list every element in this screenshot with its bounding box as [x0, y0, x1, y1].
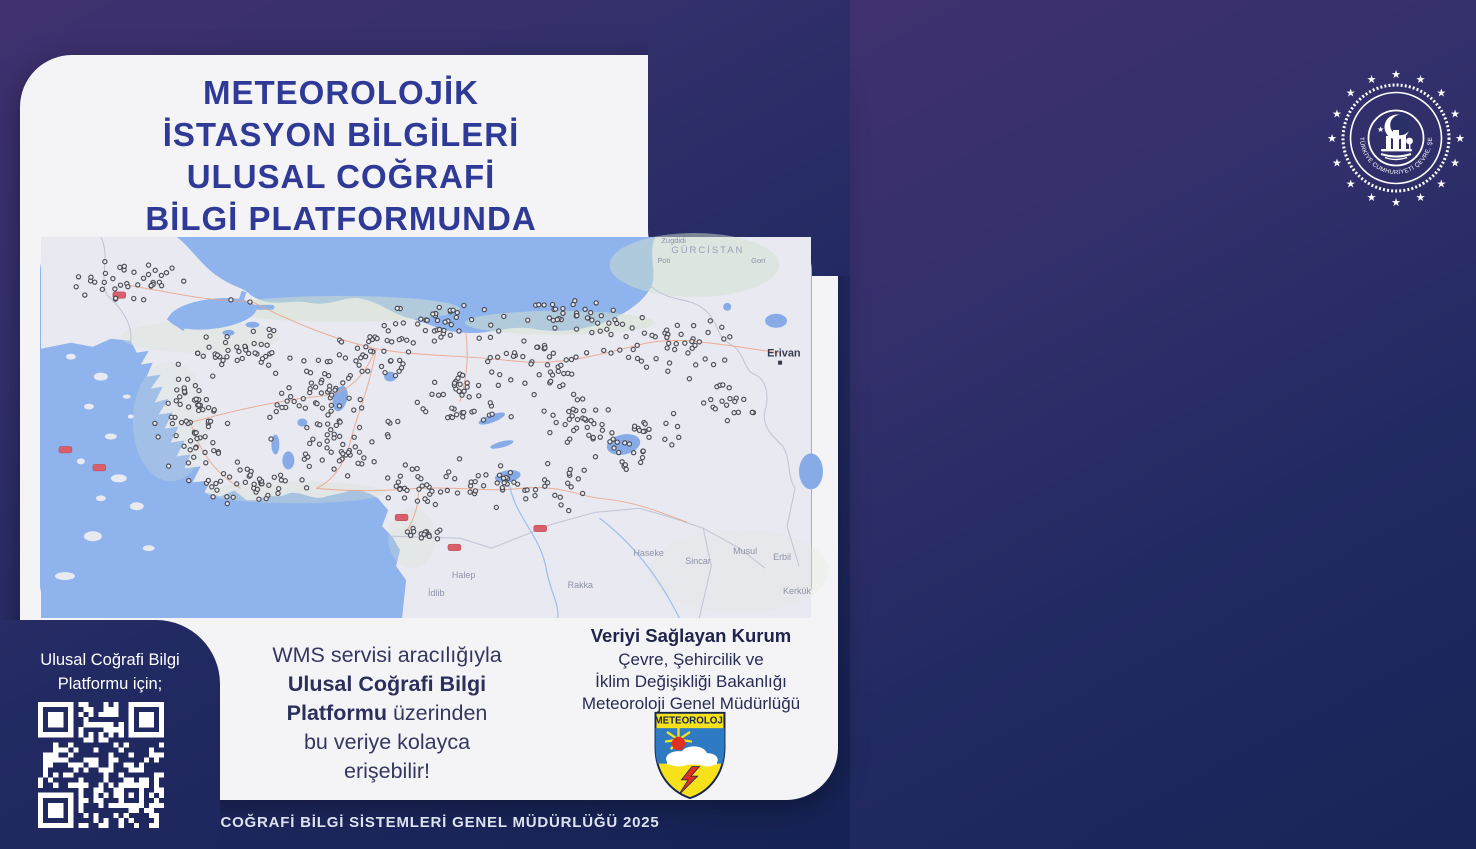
emblem-ring-text: TÜRKİYE CUMHURİYETİ ÇEVRE, ŞE	[1357, 136, 1435, 177]
label-gori: Gori	[751, 255, 766, 265]
map-frame	[40, 237, 812, 618]
svg-text:★: ★	[1391, 197, 1401, 209]
wms-line3-bold: Platformu	[286, 701, 387, 725]
footer-text: COĞRAFİ BİLGİ SİSTEMLERİ GENEL MÜDÜRLÜĞÜ 2025	[220, 814, 660, 831]
svg-text:★: ★	[1377, 125, 1385, 134]
wms-line4: bu veriye kolayca	[303, 730, 471, 754]
svg-text:★: ★	[1415, 192, 1426, 205]
svg-text:★: ★	[1331, 108, 1342, 121]
svg-text:★: ★	[1366, 73, 1377, 86]
poster-title	[58, 72, 624, 240]
yerevan-marker	[778, 361, 782, 365]
svg-text:★: ★	[1345, 87, 1356, 100]
label-georgia: GÜRCİSTAN	[671, 244, 745, 256]
provider-block	[545, 625, 837, 715]
label-idlib: İdlib	[427, 588, 445, 599]
title-line: METEOROLOJİK	[202, 74, 480, 111]
label-rakka: Rakka	[567, 580, 594, 591]
svg-text:★: ★	[1436, 178, 1447, 191]
provider-line: Meteoroloji Genel Müdürlüğü	[581, 694, 801, 713]
provider-line: Çevre, Şehircilik ve	[618, 650, 764, 669]
label-kerkuk: Kerkük	[783, 586, 811, 597]
title-line: İSTASYON BİLGİLERİ	[162, 116, 520, 153]
title-line: ULUSAL COĞRAFİ	[186, 158, 496, 195]
label-zugdidi: Zugdidi	[661, 235, 686, 245]
svg-text:★: ★	[1366, 192, 1377, 205]
svg-text:★: ★	[1345, 178, 1356, 191]
label-halep: Halep	[451, 570, 476, 581]
svg-text:★: ★	[1327, 133, 1337, 145]
provider-heading: Veriyi Sağlayan Kurum	[590, 625, 792, 646]
turkey-stations-map	[40, 237, 812, 618]
qr-code	[38, 702, 164, 828]
svg-text:★: ★	[1455, 133, 1465, 145]
label-sincar: Sincar	[685, 556, 711, 567]
svg-text:★: ★	[1450, 108, 1461, 121]
label-erbil: Erbil	[773, 552, 792, 563]
wms-line2: Ulusal Coğrafi Bilgi	[287, 672, 487, 696]
wms-line3-rest: üzerinden	[386, 701, 488, 725]
svg-text:★: ★	[1391, 69, 1401, 81]
svg-text:★: ★	[1331, 157, 1342, 170]
qr-label	[8, 648, 212, 696]
wms-line5: erişebilir!	[343, 759, 431, 783]
wms-line1: WMS servisi aracılığıyla	[272, 643, 502, 667]
met-logo-text: METEOROLOJİ	[654, 715, 726, 727]
qr-label-line: Platformu için;	[57, 675, 163, 693]
ministry-emblem-icon	[1316, 58, 1476, 218]
label-haseke: Haseke	[633, 548, 664, 559]
wms-text	[228, 641, 546, 786]
svg-text:★: ★	[1436, 87, 1447, 100]
title-line: BİLGİ PLATFORMUNDA	[145, 200, 537, 237]
qr-label-line: Ulusal Coğrafi Bilgi	[40, 651, 180, 669]
provider-line: İklim Değişikliği Bakanlığı	[595, 672, 787, 691]
svg-text:★: ★	[1415, 73, 1426, 86]
label-musul: Musul	[733, 546, 758, 557]
label-poti: Poti	[657, 255, 671, 265]
emblem-center	[1377, 115, 1413, 160]
label-yerevan: Erivan	[767, 347, 801, 360]
meteorology-logo-icon	[651, 709, 729, 801]
svg-text:★: ★	[1450, 157, 1461, 170]
